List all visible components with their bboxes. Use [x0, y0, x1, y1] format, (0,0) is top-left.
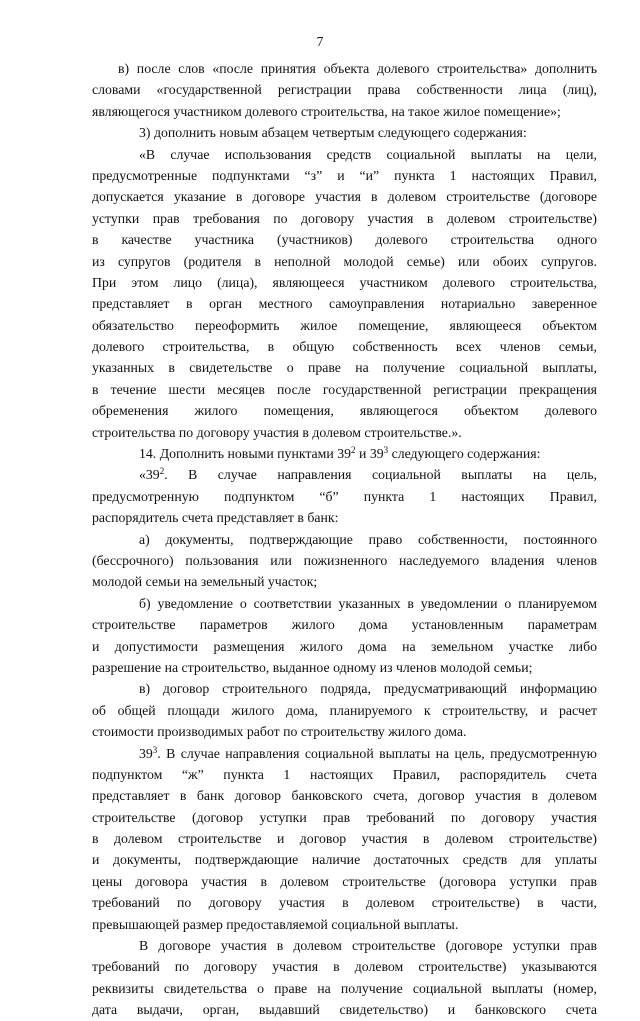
text-line: б) уведомление о соответствии указанных в уведомлении о планируемом [139, 595, 597, 611]
text-line: $39^3$. В случае направления социальной выплаты на цель, предусмотренную [139, 744, 597, 761]
text-line: реквизиты свидетельства о праве на получение социальной выплаты (номер, [92, 980, 597, 996]
text-line: в течение шести месяцев после государственной регистрации прекращения [92, 381, 597, 397]
text-line: представляет в орган местного самоуправления нотариально заверенное [92, 296, 597, 312]
text-line: строительства по договору участия в долевом строительстве.». [92, 424, 462, 440]
text-line: предусмотренную подпунктом “б” пункта 1 настоящих Правил, [92, 488, 597, 504]
text-line: и документы, подтверждающие наличие достаточных средств для уплаты [92, 852, 597, 868]
text-line: «В случае использования средств социальной выплаты на цели, [139, 146, 597, 162]
text-line: стоимости производимых работ по строительству жилого дома. [92, 724, 467, 740]
text-line: в) после слов «после принятия объекта долевого строительства» дополнить [118, 61, 597, 76]
text-line: молодой семьи на земельный участок; [92, 574, 318, 590]
text-line: в долевом строительстве и договор участия в долевом строительстве) [92, 831, 597, 847]
text-line: превышающей размер предоставляемой социальной выплаты. [92, 916, 459, 932]
document-body [92, 58, 597, 1021]
text-line: и допустимости размещения жилого дома на земельном участке либо [92, 638, 597, 654]
text-line: долевого строительства, в общую собственность всех членов семьи, [92, 339, 597, 355]
text-line: представляет в банк договор банковского счета, договор участия в долевом [92, 788, 597, 804]
text-line: распорядитель счета представляет в банк: [92, 510, 339, 526]
text-line: требований по договору участия в долевом строительстве) указываются [92, 959, 597, 975]
text-line: а) документы, подтверждающие право собственности, постоянного [139, 531, 597, 547]
text-line: требований по договору участия в долевом строительстве) в части, [92, 895, 597, 911]
text-line: обременения жилого помещения, являющегося объектом долевого [92, 403, 597, 419]
text-line: 3) дополнить новым абзацем четвертым следующего содержания: [139, 125, 527, 141]
text-line: цены договора участия в долевом строительстве (договора уступки прав [92, 873, 597, 889]
text-line: допускается указание в договоре участия в долевом строительстве (договоре [92, 189, 597, 205]
text-line: являющегося участником долевого строительства, на такое жилое помещение»; [92, 103, 561, 119]
text-line: в) договор строительного подряда, предусматривающий информацию [139, 681, 597, 697]
text-line: строительстве (договор уступки прав требований по договору участия [92, 809, 597, 825]
text-line: разрешение на строительство, выданное одному из членов молодой семьи; [92, 659, 533, 675]
text-line: При этом лицо (лица), являющееся участником долевого строительства, [92, 274, 597, 290]
text-line: предусмотренные подпунктами “з” и “и” пункта 1 настоящих Правил, [92, 167, 597, 183]
text-line: словами «государственной регистрации права собственности лица (лиц), [92, 82, 597, 98]
text-line: указанных в свидетельстве о праве на получение социальной выплаты, [92, 360, 597, 376]
text-line: дата выдачи, орган, выдавший свидетельство) и банковского счета [92, 1002, 597, 1018]
text-line: подпунктом “ж” пункта 1 настоящих Правил, распорядитель счета [92, 766, 597, 782]
text-line: уступки прав требования по договору участия в долевом строительстве) [92, 210, 597, 226]
text-line: В договоре участия в долевом строительстве (договоре уступки прав [139, 938, 597, 954]
page-number: 7 [316, 34, 324, 49]
text-line: «$39^2$. В случае направления социальной выплаты на цель, [139, 466, 597, 483]
text-line: об общей площади жилого дома, планируемого к строительству, и расчет [92, 702, 597, 718]
text-line: строительстве параметров жилого дома установленным параметрам [92, 617, 597, 633]
text-line: обязательство переоформить жилое помещение, являющееся объектом [92, 317, 597, 333]
text-line: из супругов (родителя в неполной молодой семье) или обоих супругов. [92, 253, 597, 269]
text-line: (бессрочного) пользования или пожизненного наследуемого владения членов [92, 552, 597, 568]
text-line: 14. Дополнить новыми пунктами $39^2$ и $39^3$ следующего содержания: [139, 445, 541, 462]
text-line: в качестве участника (участников) долевого строительства одного [92, 232, 597, 248]
